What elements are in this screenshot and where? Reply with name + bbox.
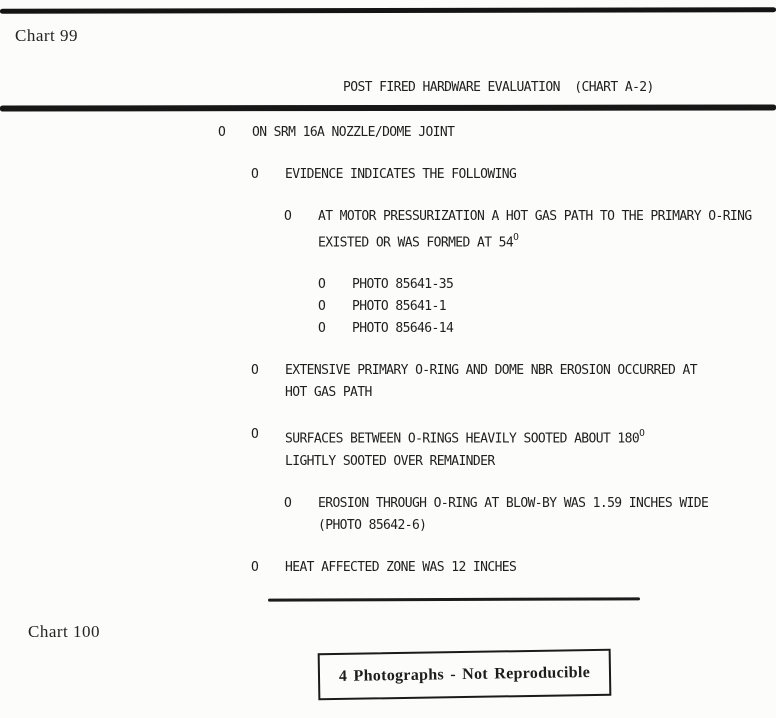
bullet-marker: O [251,363,259,379]
outline-item [284,206,776,254]
outline-item-lines [252,122,454,144]
bullet-marker: O [284,495,292,511]
outline-line-text: HEAT AFFECTED ZONE WAS 12 INCHES [285,559,517,575]
outline-line [285,164,516,186]
outline-line-text: HOT GAS PATH [285,385,372,401]
outline-item [251,164,776,186]
outline-line [318,515,708,537]
outline-line-text: AT MOTOR PRESSURIZATION A HOT GAS PATH TO THE PRIMARY O-RING [318,209,752,224]
outline-line-text: SURFACES BETWEEN O-RINGS HEAVILY SOOTED ABOUT 180 [285,431,640,447]
outline-item-lines [285,557,516,579]
outline-item [318,296,776,318]
bullet-marker: O [218,125,226,140]
photo-box-label: 4 Photographs - Not Reproducible [338,663,591,685]
outline-line [252,122,454,144]
outline-item-lines [318,493,708,537]
degree-superscript: O [513,232,519,243]
chart-100-label: Chart 100 [28,622,101,641]
outline-line [285,557,516,579]
bullet-marker: O [318,321,326,337]
outline-line [285,382,697,404]
bullet-marker: O [251,167,259,182]
outline-item-lines [352,318,453,340]
outline-line-text: ON SRM 16A NOZZLE/DOME JOINT [252,125,455,140]
outline-line-text: EXTENSIVE PRIMARY O-RING AND DOME NBR EROSION OCCURRED AT [285,363,697,379]
outline-item [251,557,776,579]
outline-line-text: EROSION THROUGH O-RING AT BLOW-BY WAS 1.59 INCHES WIDE [318,495,709,511]
outline-line [352,318,453,340]
outline-line [285,360,697,382]
outline-line-text: EVIDENCE INDICATES THE FOLLOWING [285,167,517,182]
outline-line [318,228,752,254]
outline-item-lines [285,164,516,186]
bullet-marker: O [318,277,326,293]
outline-line-text: EXISTED OR WAS FORMED AT 54 [318,235,514,251]
outline-item-lines [318,206,752,254]
degree-superscript: O [639,428,645,440]
outline-item [218,122,776,144]
footer-rule [268,597,640,601]
outline-line-text: PHOTO 85641-35 [352,277,454,293]
outline-item-lines [352,296,446,318]
outline-item [251,360,776,404]
outline-line [352,296,446,318]
outline-item-lines [352,274,453,296]
top-rule [0,7,776,14]
outline-line-text: PHOTO 85646-14 [352,321,454,337]
bullet-marker: O [284,209,292,224]
outline-line-text: LIGHTLY SOOTED OVER REMAINDER [285,453,495,469]
bullet-marker: O [318,299,326,315]
outline-item [318,318,776,340]
outline-line-text: (PHOTO 85642-6) [318,517,427,533]
photo-box [318,649,612,701]
outline [0,122,776,579]
outline-item [251,424,776,472]
chart-99-label: Chart 99 [15,26,79,45]
bullet-marker: O [251,427,259,443]
outline-line [318,493,708,515]
outline-line [285,451,645,473]
outline-item-lines [285,424,645,472]
outline-line [318,206,752,228]
outline-item [318,274,776,296]
page-title: POST FIRED HARDWARE EVALUATION (CHART A-2) [343,80,654,95]
header-rule [0,104,776,111]
bullet-marker: O [251,559,259,575]
outline-line-text: PHOTO 85641-1 [352,299,446,315]
outline-line [285,424,645,450]
outline-item-lines [285,360,697,404]
outline-line [352,274,453,296]
outline-item [284,493,776,537]
